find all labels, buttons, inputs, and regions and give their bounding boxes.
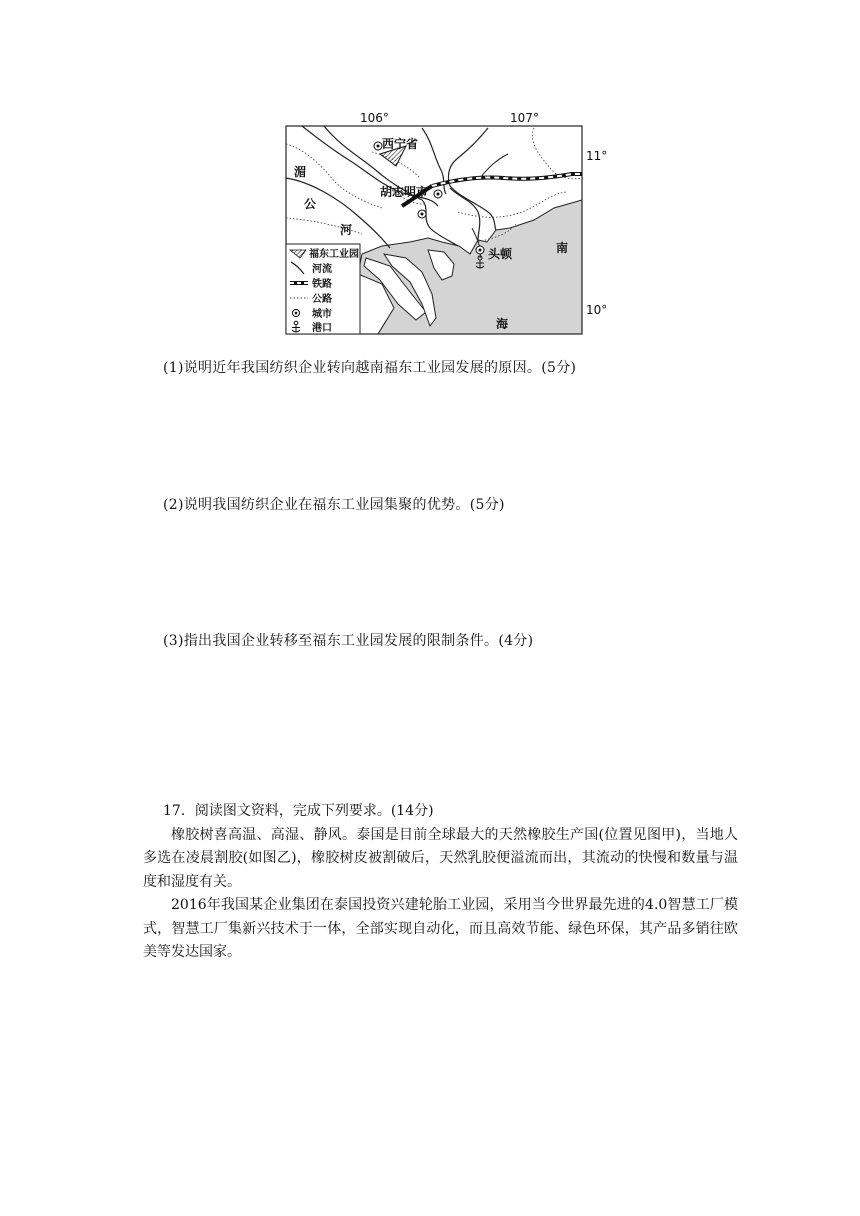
question-17-block xyxy=(143,800,738,965)
map-figure xyxy=(282,108,612,344)
question-2: (2)说明我国纺织企业在福东工业园集聚的优势。(5分) xyxy=(163,497,505,513)
question-17-paragraph-2: 2016年我国某企业集团在泰国投资兴建轮胎工业园，采用当今世界最先进的4.0智慧工厂模式，智慧工厂集新兴技术于一体，全部实现自动化，而且高效节能、绿色环保，其产品多销往欧美等发达国家。 xyxy=(143,897,738,960)
city-label-xining: 西宁省 xyxy=(382,137,419,151)
city-icon xyxy=(293,310,300,317)
legend-label-park: 福东工业园 xyxy=(309,249,359,260)
railway xyxy=(402,174,582,206)
region-char-mei: 湄 xyxy=(294,165,307,179)
lon-label-107: 107° xyxy=(510,111,539,125)
city-label-toudun: 头顿 xyxy=(488,247,513,261)
sea-area xyxy=(358,200,582,334)
region-char-he: 河 xyxy=(340,223,353,237)
legend-label-highway: 公路 xyxy=(312,294,332,305)
city-hcm xyxy=(434,190,442,198)
map-legend xyxy=(286,244,360,334)
sea-char-nan: 南 xyxy=(556,241,569,255)
lat-label-10: 10° xyxy=(586,303,608,317)
city-south xyxy=(418,210,426,218)
region-char-gong: 公 xyxy=(304,197,317,211)
city-label-hcm: 胡志明市 xyxy=(380,185,429,199)
legend-label-port: 港口 xyxy=(312,323,332,334)
legend-label-city: 城市 xyxy=(312,309,332,320)
sea-char-hai: 海 xyxy=(496,317,509,331)
question-3: (3)指出我国企业转移至福东工业园发展的限制条件。(4分) xyxy=(163,633,534,649)
lat-label-11: 11° xyxy=(586,149,608,163)
question-17-title: 17．阅读图文资料，完成下列要求。(14分) xyxy=(163,803,434,819)
legend-label-railway: 铁路 xyxy=(312,279,332,290)
question-17-paragraph-1: 橡胶树喜高温、高湿、静风。泰国是目前全球最大的天然橡胶生产国(位置见图甲)，当地人多选在凌晨割胶(如图乙)，橡胶树皮被割破后，天然乳胶便溢流而出，其流动的快慢和数量与温度和湿度有关。 xyxy=(143,826,738,890)
lon-label-106: 106° xyxy=(360,111,389,125)
legend-label-river: 河流 xyxy=(312,264,332,275)
question-1: (1)说明近年我国纺织企业转向越南福东工业园发展的原因。(5分) xyxy=(163,360,577,376)
city-xining xyxy=(374,142,382,150)
city-toudun xyxy=(476,246,484,254)
